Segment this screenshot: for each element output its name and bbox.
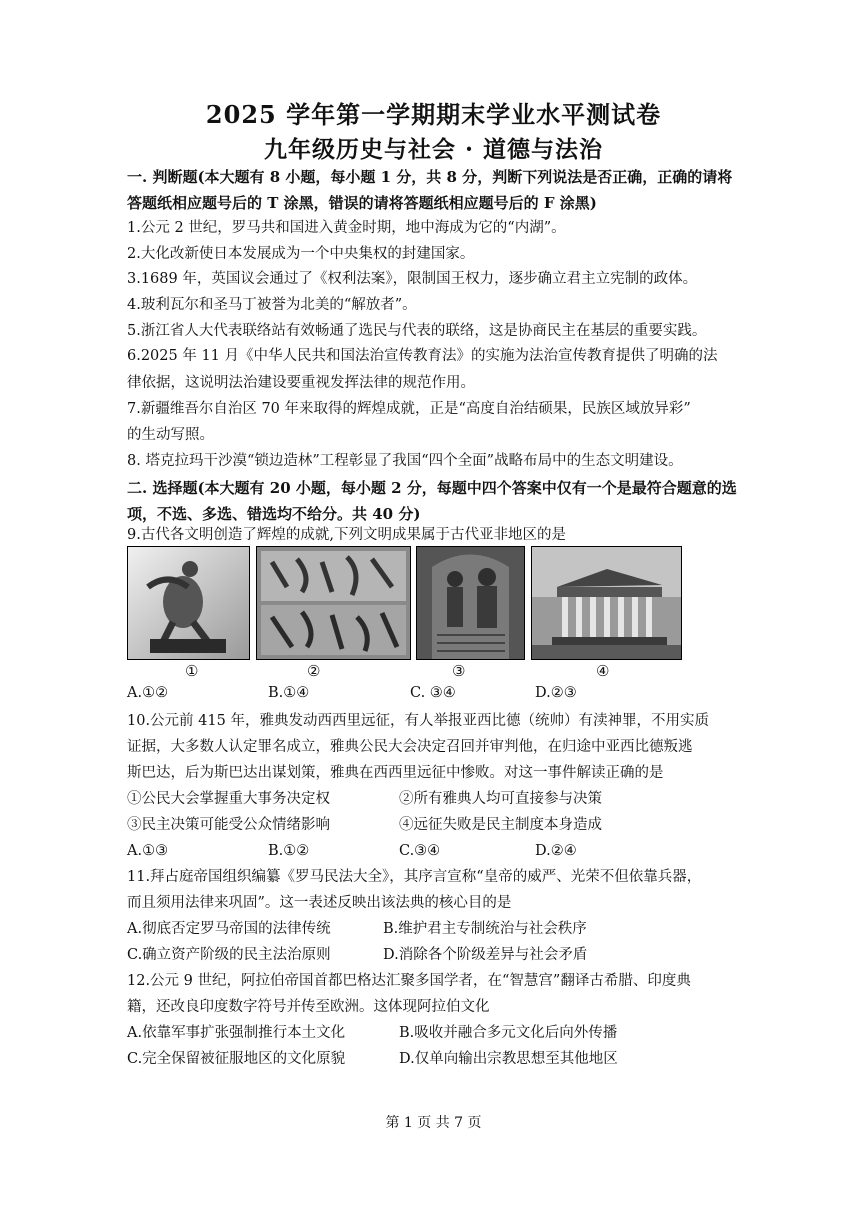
q9-option-d: D.②③ <box>535 685 577 701</box>
question-7-line1: 7.新疆维吾尔自治区 70 年来取得的辉煌成就，正是“高度自治结硕果，民族区域放异彩” <box>127 401 691 417</box>
question-12-stem-line2: 籍，还改良印度数字符号并传至欧洲。这体现阿拉伯文化 <box>127 999 490 1015</box>
question-1: 1.公元 2 世纪，罗马共和国进入黄金时期，地中海成为它的“内湖”。 <box>127 220 566 236</box>
question-4: 4.玻利瓦尔和圣马丁被誉为北美的“解放者”。 <box>127 297 417 313</box>
hieroglyphs-image <box>256 546 411 660</box>
q12-option-c: C.完全保留被征服地区的文化原貌 <box>127 1051 346 1067</box>
q11-option-c: C.确立资产阶级的民主法治原则 <box>127 947 331 963</box>
exam-title: 2025 学年第一学期期末学业水平测试卷 <box>205 100 662 129</box>
q10-statement-2: ②所有雅典人均可直接参与决策 <box>399 791 602 807</box>
question-11-stem-line2: 而且须用法律来巩固”。这一表述反映出该法典的核心目的是 <box>127 895 512 911</box>
question-6-line2: 律依据，这说明法治建设要重视发挥法律的规范作用。 <box>127 375 475 391</box>
question-10-stem-line1: 10.公元前 415 年，雅典发动西西里远征，有人举报亚西比德（统帅）有渎神罪，不用实质 <box>127 713 709 729</box>
section2-heading-line2: 项，不选、多选、错选均不给分。共 40 分) <box>127 505 421 523</box>
discobolus-statue-image <box>127 546 250 660</box>
page-number: 第 1 页 共 7 页 <box>385 1115 482 1131</box>
parthenon-image <box>531 546 682 660</box>
q10-statement-3: ③民主决策可能受公众情绪影响 <box>127 817 330 833</box>
section1-heading-line1: 一. 判断题(本大题有 8 小题，每小题 1 分，共 8 分，判断下列说法是否正确，正确的请将 <box>127 168 733 186</box>
q12-option-d: D.仅单向输出宗教思想至其他地区 <box>399 1051 618 1067</box>
q9-option-b: B.①④ <box>268 685 310 701</box>
q12-option-b: B.吸收并融合多元文化后向外传播 <box>399 1025 618 1041</box>
image-caption-2: ② <box>307 662 321 680</box>
question-10-stem-line2: 证据，大多数人认定罪名成立，雅典公民大会决定召回并审判他，在归途中亚西比德叛逃 <box>127 739 693 755</box>
q10-option-a: A.①③ <box>127 843 169 859</box>
q9-option-c: C. ③④ <box>410 685 456 701</box>
q10-statement-4: ④远征失败是民主制度本身造成 <box>399 817 602 833</box>
hammurabi-stele-image <box>416 546 525 660</box>
image-caption-4: ④ <box>596 662 610 680</box>
question-10-stem-line3: 斯巴达，后为斯巴达出谋划策，雅典在西西里远征中惨败。对这一事件解读正确的是 <box>127 765 664 781</box>
q10-statement-1: ①公民大会掌握重大事务决定权 <box>127 791 330 807</box>
q11-option-b: B.维护君主专制统治与社会秩序 <box>383 921 587 937</box>
q10-option-b: B.①② <box>268 843 310 859</box>
q10-option-c: C.③④ <box>399 843 441 859</box>
question-11-stem-line1: 11.拜占庭帝国组织编纂《罗马民法大全》，其序言宣称“皇帝的威严、光荣不但依靠兵器， <box>127 869 702 885</box>
q12-option-a: A.依靠军事扩张强制推行本土文化 <box>127 1025 346 1041</box>
question-12-stem-line1: 12.公元 9 世纪，阿拉伯帝国首都巴格达汇聚多国学者，在“智慧宫”翻译古希腊、印度典 <box>127 973 691 989</box>
question-5: 5.浙江省人大代表联络站有效畅通了选民与代表的联络，这是协商民主在基层的重要实践。 <box>127 323 707 339</box>
image-caption-1: ① <box>185 662 199 680</box>
question-7-line2: 的生动写照。 <box>127 427 214 443</box>
q11-option-a: A.彻底否定罗马帝国的法律传统 <box>127 921 331 937</box>
q9-option-a: A.①② <box>127 685 169 701</box>
image-caption-3: ③ <box>452 662 466 680</box>
section2-heading-line1: 二. 选择题(本大题有 20 小题，每小题 2 分，每题中四个答案中仅有一个是最符合题意的选 <box>127 479 737 497</box>
q11-option-d: D.消除各个阶级差异与社会矛盾 <box>383 947 588 963</box>
question-8: 8. 塔克拉玛干沙漠“锁边造林”工程彰显了我国“四个全面”战略布局中的生态文明建设。 <box>127 453 683 469</box>
exam-subtitle: 九年级历史与社会 · 道德与法治 <box>263 136 604 163</box>
q10-option-d: D.②④ <box>535 843 577 859</box>
question-6-line1: 6.2025 年 11 月《中华人民共和国法治宣传教育法》的实施为法治宣传教育提供了明确的法 <box>127 348 718 364</box>
question-9-stem: 9.古代各文明创造了辉煌的成就,下列文明成果属于古代亚非地区的是 <box>127 527 566 543</box>
question-2: 2.大化改新使日本发展成为一个中央集权的封建国家。 <box>127 246 475 262</box>
question-3: 3.1689 年，英国议会通过了《权利法案》，限制国王权力，逐步确立君主立宪制的政体。 <box>127 271 698 287</box>
section1-heading-line2: 答题纸相应题号后的 T 涂黑，错误的请将答题纸相应题号后的 F 涂黑) <box>127 194 597 212</box>
